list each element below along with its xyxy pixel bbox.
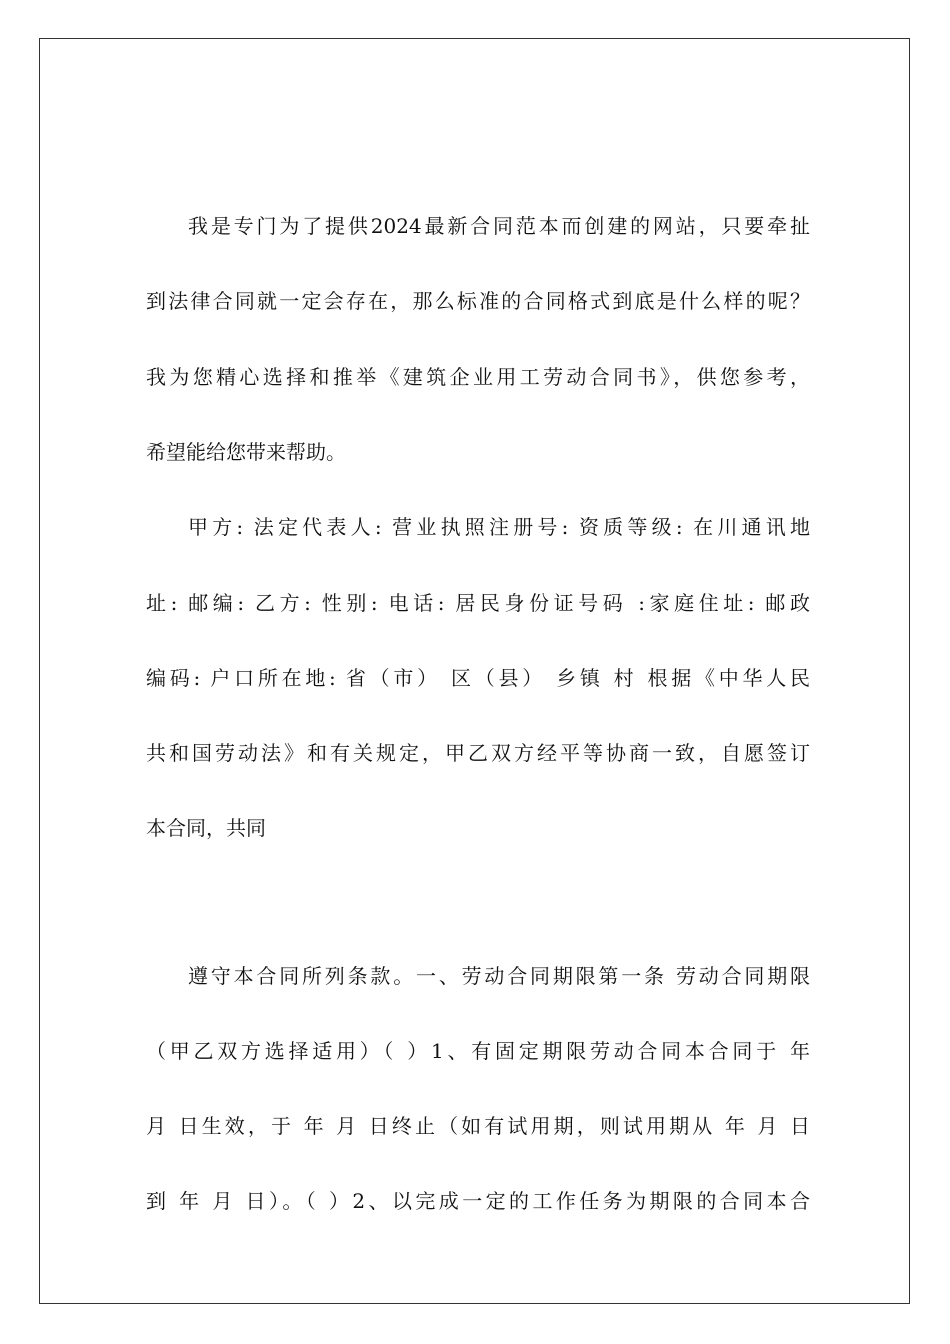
paragraph-3-line-2: （甲乙双方选择适用）（ ）1、有固定期限劳动合同本合同于 年 [146,1039,810,1063]
paragraph-2-line-2: 址: 邮编: 乙方: 性别: 电话: 居民身份证号码 :家庭住址: 邮政 [146,591,810,615]
paragraph-1-line-3: 我为您精心选择和推举《建筑企业用工劳动合同书》，供您参考， [146,365,810,389]
paragraph-2-line-3: 编码: 户口所在地: 省（市） 区（县） 乡镇 村 根据《中华人民 [146,666,810,690]
paragraph-3-line-1: 遵守本合同所列条款。一、劳动合同期限第一条 劳动合同期限 [188,964,810,988]
paragraph-3-line-3: 月 日生效，于 年 月 日终止（如有试用期，则试用期从 年 月 日 [146,1114,810,1138]
paragraph-1-line-2: 到法律合同就一定会存在，那么标准的合同格式到底是什么样的呢？ [146,289,810,313]
paragraph-3-line-4: 到 年 月 日）。（ ）2、以完成一定的工作任务为期限的合同本合 [146,1189,810,1213]
paragraph-2-line-4: 共和国劳动法》和有关规定，甲乙双方经平等协商一致，自愿签订 [146,741,810,765]
paragraph-2-line-5: 本合同，共同 [146,816,266,840]
paragraph-1-line-4: 希望能给您带来帮助。 [146,440,346,464]
paragraph-2-line-1: 甲方: 法定代表人: 营业执照注册号: 资质等级: 在川通讯地 [188,515,810,539]
paragraph-1-line-1: 我是专门为了提供2024最新合同范本而创建的网站，只要牵扯 [188,214,810,238]
